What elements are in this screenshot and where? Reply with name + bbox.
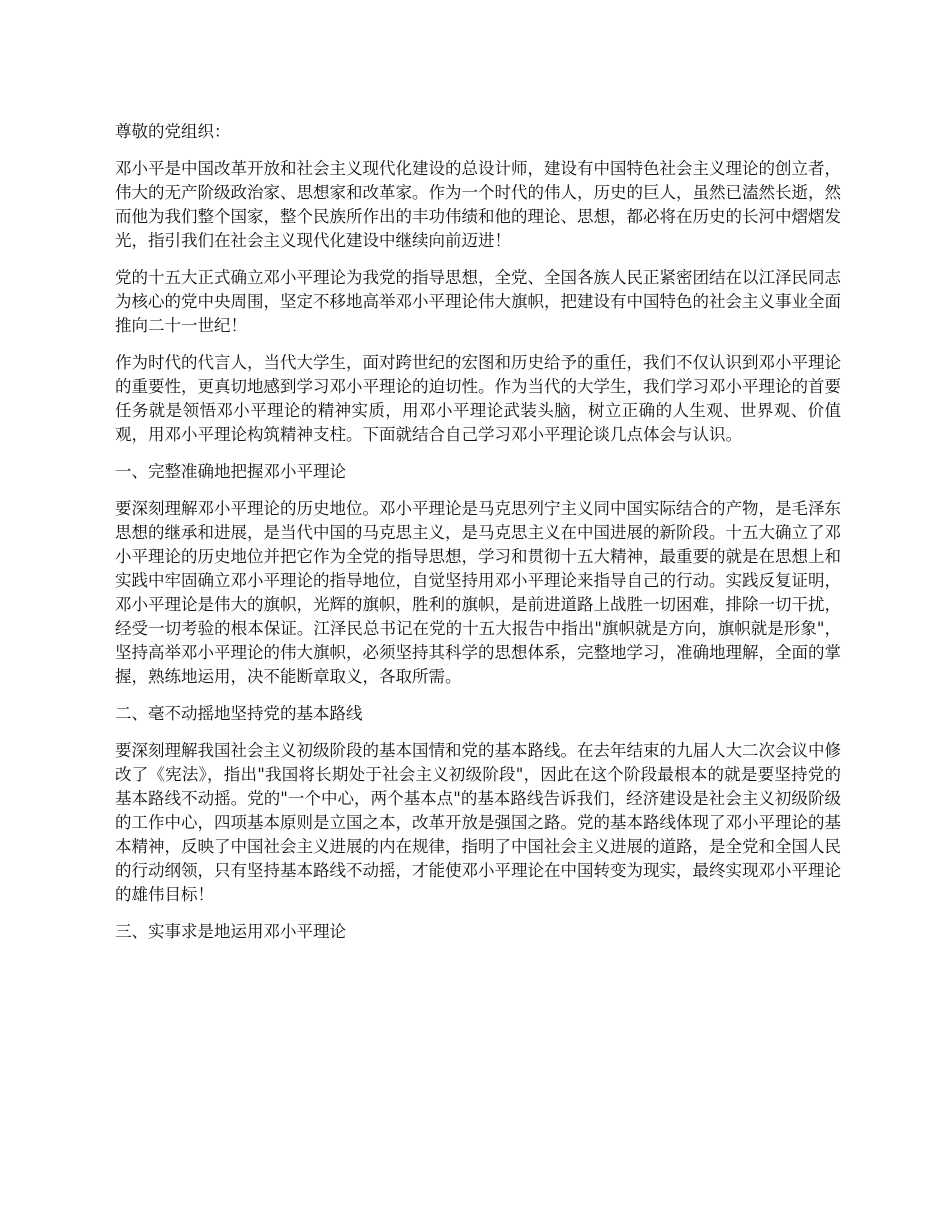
section-1-body: 要深刻理解邓小平理论的历史地位。邓小平理论是马克思列宁主义同中国实际结合的产物，是毛泽东思想的继承和进展，是当代中国的马克思主义，是马克思主义在中国进展的新阶段。十五大确立了邓小平理论的历史地位并把它作为全党的指导思想，学习和贯彻十五大精神，最重要的就是在思想上和实践中牢固确立邓小平理论的指导地位，自觉坚持用邓小平理论来指导自己的行动。实践反复证明，邓小平理论是伟大的旗帜，光辉的旗帜，胜利的旗帜，是前进道路上战胜一切困难，排除一切干扰，经受一切考验的根本保证。江泽民总书记在党的十五大报告中指出"旗帜就是方向，旗帜就是形象"，坚持高举邓小平理论的伟大旗帜，必须坚持其科学的思想体系，完整地学习，准确地理解，全面的掌握，熟练地运用，决不能断章取义，各取所需。: [115, 499, 841, 686]
section-3-heading: 三、实事求是地运用邓小平理论: [115, 922, 346, 941]
intro-paragraph-2: 党的十五大正式确立邓小平理论为我党的指导思想，全党、全国各族人民正紧密团结在以江泽民同志为核心的党中央周围，坚定不移地高举邓小平理论伟大旗帜，把建设有中国特色的社会主义事业全面推向二十一世纪！: [115, 268, 841, 335]
section-2-heading: 二、毫不动摇地坚持党的基本路线: [115, 704, 363, 723]
section-1-heading: 一、完整准确地把握邓小平理论: [115, 462, 346, 481]
intro-paragraph-1: 邓小平是中国改革开放和社会主义现代化建设的总设计师，建设有中国特色社会主义理论的创立者，伟大的无产阶级政治家、思想家和改革家。作为一个时代的伟人，历史的巨人，虽然已溘然长逝，然而他为我们整个国家，整个民族所作出的丰功伟绩和他的理论、思想，都必将在历史的长河中熠熠发光，指引我们在社会主义现代化建设中继续向前迈进！: [115, 159, 841, 250]
document-page: [115, 120, 841, 957]
salutation: 尊敬的党组织：: [115, 122, 231, 141]
section-2-body: 要深刻理解我国社会主义初级阶段的基本国情和党的基本路线。在去年结束的九届人大二次会议中修改了《宪法》，指出"我国将长期处于社会主义初级阶段"，因此在这个阶段最根本的就是要坚持党的基本路线不动摇。党的"一个中心，两个基本点"的基本路线告诉我们，经济建设是社会主义初级阶级的工作中心，四项基本原则是立国之本，改革开放是强国之路。党的基本路线体现了邓小平理论的基本精神，反映了中国社会主义进展的内在规律，指明了中国社会主义进展的道路，是全党和全国人民的行动纲领，只有坚持基本路线不动摇，才能使邓小平理论在中国转变为现实，最终实现邓小平理论的雄伟目标！: [115, 741, 841, 904]
intro-paragraph-3: 作为时代的代言人，当代大学生，面对跨世纪的宏图和历史给予的重任，我们不仅认识到邓小平理论的重要性，更真切地感到学习邓小平理论的迫切性。作为当代的大学生，我们学习邓小平理论的首要任务就是领悟邓小平理论的精神实质，用邓小平理论武装头脑，树立正确的人生观、世界观、价值观，用邓小平理论构筑精神支柱。下面就结合自己学习邓小平理论谈几点体会与认识。: [115, 353, 841, 444]
